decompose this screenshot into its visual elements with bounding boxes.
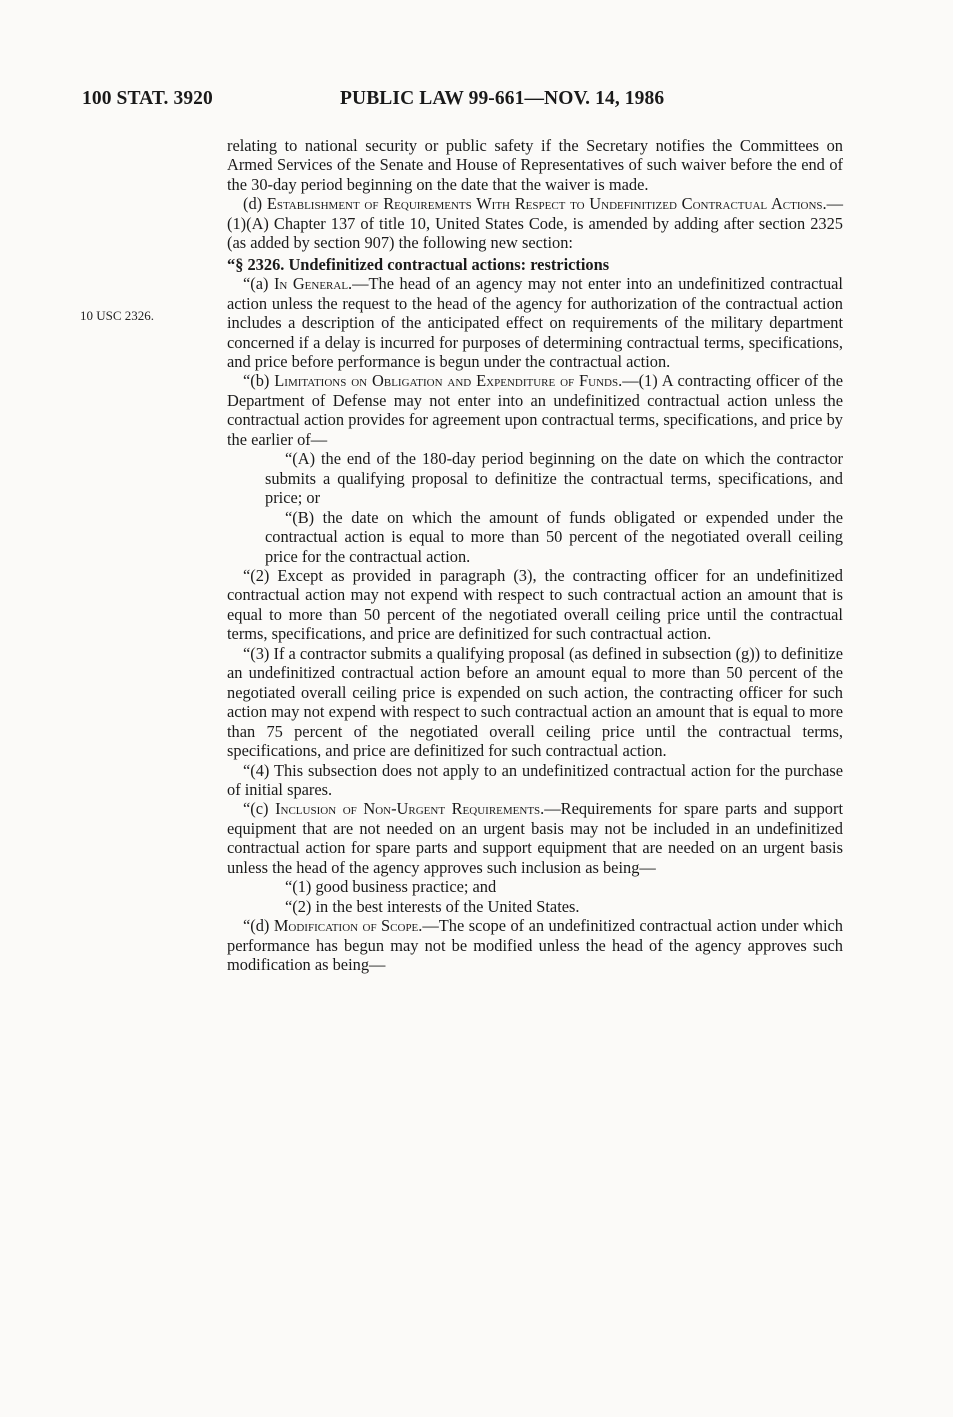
- page-header: [82, 88, 843, 114]
- subsection-c-lead: “(c): [243, 799, 276, 819]
- paragraph-b3: “(3) If a contractor submits a qualifying proposal (as defined in subsection (g)) to definitize an undefinitized contractual action before an amount equal to more than 50 percent of the negotiated overall ceiling price is expended on such action, the contracting officer for such action may not expend with respect to such contractual action an amount that is equal to more than 75 percent of the negotiated overall ceiling price until the contractual terms, specifications, and price are definitized for such contractual action.: [227, 643, 843, 761]
- body-text: [227, 136, 843, 974]
- clause-c1: “(1) good business practice; and: [285, 877, 497, 897]
- paragraph-waiver: relating to national security or public safety if the Secretary notifies the Committees on Armed Services of the Senate and House of Representatives of such waiver before the end of the 30-day period beginning on the date that the waiver is made.: [227, 136, 843, 194]
- subparagraph-A: “(A) the end of the 180-day period beginning on the date on which the contractor submits a qualifying proposal to definitize the contractual terms, specifications, and price; or: [265, 449, 843, 508]
- subsection-b: [227, 371, 843, 449]
- subsection-a: [227, 274, 843, 371]
- paragraph-d-lead: (d): [243, 194, 267, 214]
- paragraph-d: [227, 194, 843, 252]
- subsection-c-text: —Requirements for spare parts and support equipment that are not needed on an urgent basis may not be included in an undefinitized contractual action for spare parts and support equipment that are needed on an urgent basis unless the head of the agency approves such inclusion as being—: [227, 799, 843, 877]
- paragraph-d-heading: Establishment of Requirements With Respect to Undefinitized Contractual Actions.: [266, 194, 827, 214]
- paragraph-d-text: —(1)(A) Chapter 137 of title 10, United States Code, is amended by adding after section 2325 (as added by section 907) the following new section:: [227, 194, 843, 253]
- paragraph-b4: “(4) This subsection does not apply to an undefinitized contractual action for the purchase of initial spares.: [227, 760, 843, 799]
- subsection-c: [227, 799, 843, 877]
- subsection-a-lead: “(a): [243, 274, 274, 294]
- section-heading: “§ 2326. Undefinitized contractual actions: restrictions: [227, 254, 610, 274]
- subsection-d: [227, 916, 843, 974]
- subsection-b-heading: Limitations on Obligation and Expenditure of Funds.: [274, 371, 623, 391]
- margin-usc-note: 10 USC 2326.: [80, 308, 155, 323]
- subsection-d-heading: Modification of Scope.: [273, 916, 423, 936]
- subsection-c-heading: Inclusion of Non-Urgent Requirements.: [275, 799, 545, 819]
- subsection-d-text: —The scope of an undefinitized contractual action under which performance has begun may not be modified unless the head of the agency approves such modification as being—: [227, 916, 843, 975]
- subsection-d-lead: “(d): [243, 916, 274, 936]
- stat-citation: 100 STAT. 3920: [82, 88, 213, 109]
- clause-c2: “(2) in the best interests of the United States.: [285, 896, 580, 916]
- subsection-a-heading: In General.: [273, 274, 353, 294]
- subsection-a-text: —The head of an agency may not enter into an undefinitized contractual action unless the request to the head of the agency for authorization of the contractual action includes a description of the anticipated effect on requirements of the military department concerned if a delay is incurred for purposes of determining contractual terms, specifications, and price before performance is begun under the contractual action.: [227, 274, 843, 371]
- subsection-b-text: —(1) A contracting officer of the Department of Defense may not enter into an undefinitized contractual action unless the contractual action provides for agreement upon contractual terms, specifications, and price by the earlier of—: [227, 371, 843, 449]
- law-title: PUBLIC LAW 99-661—NOV. 14, 1986: [340, 88, 665, 109]
- paragraph-b2: “(2) Except as provided in paragraph (3), the contracting officer for an undefinitized contractual action may not expend with respect to such contractual action an amount that is equal to more than 50 percent of the negotiated overall ceiling price until the contractual terms, specifications, and price are definitized for such contractual action.: [227, 565, 843, 644]
- subsection-b-lead: “(b): [243, 371, 275, 391]
- subparagraph-B: “(B) the date on which the amount of funds obligated or expended under the contractual action is equal to more than 50 percent of the negotiated overall ceiling price for the contractual action.: [265, 507, 843, 566]
